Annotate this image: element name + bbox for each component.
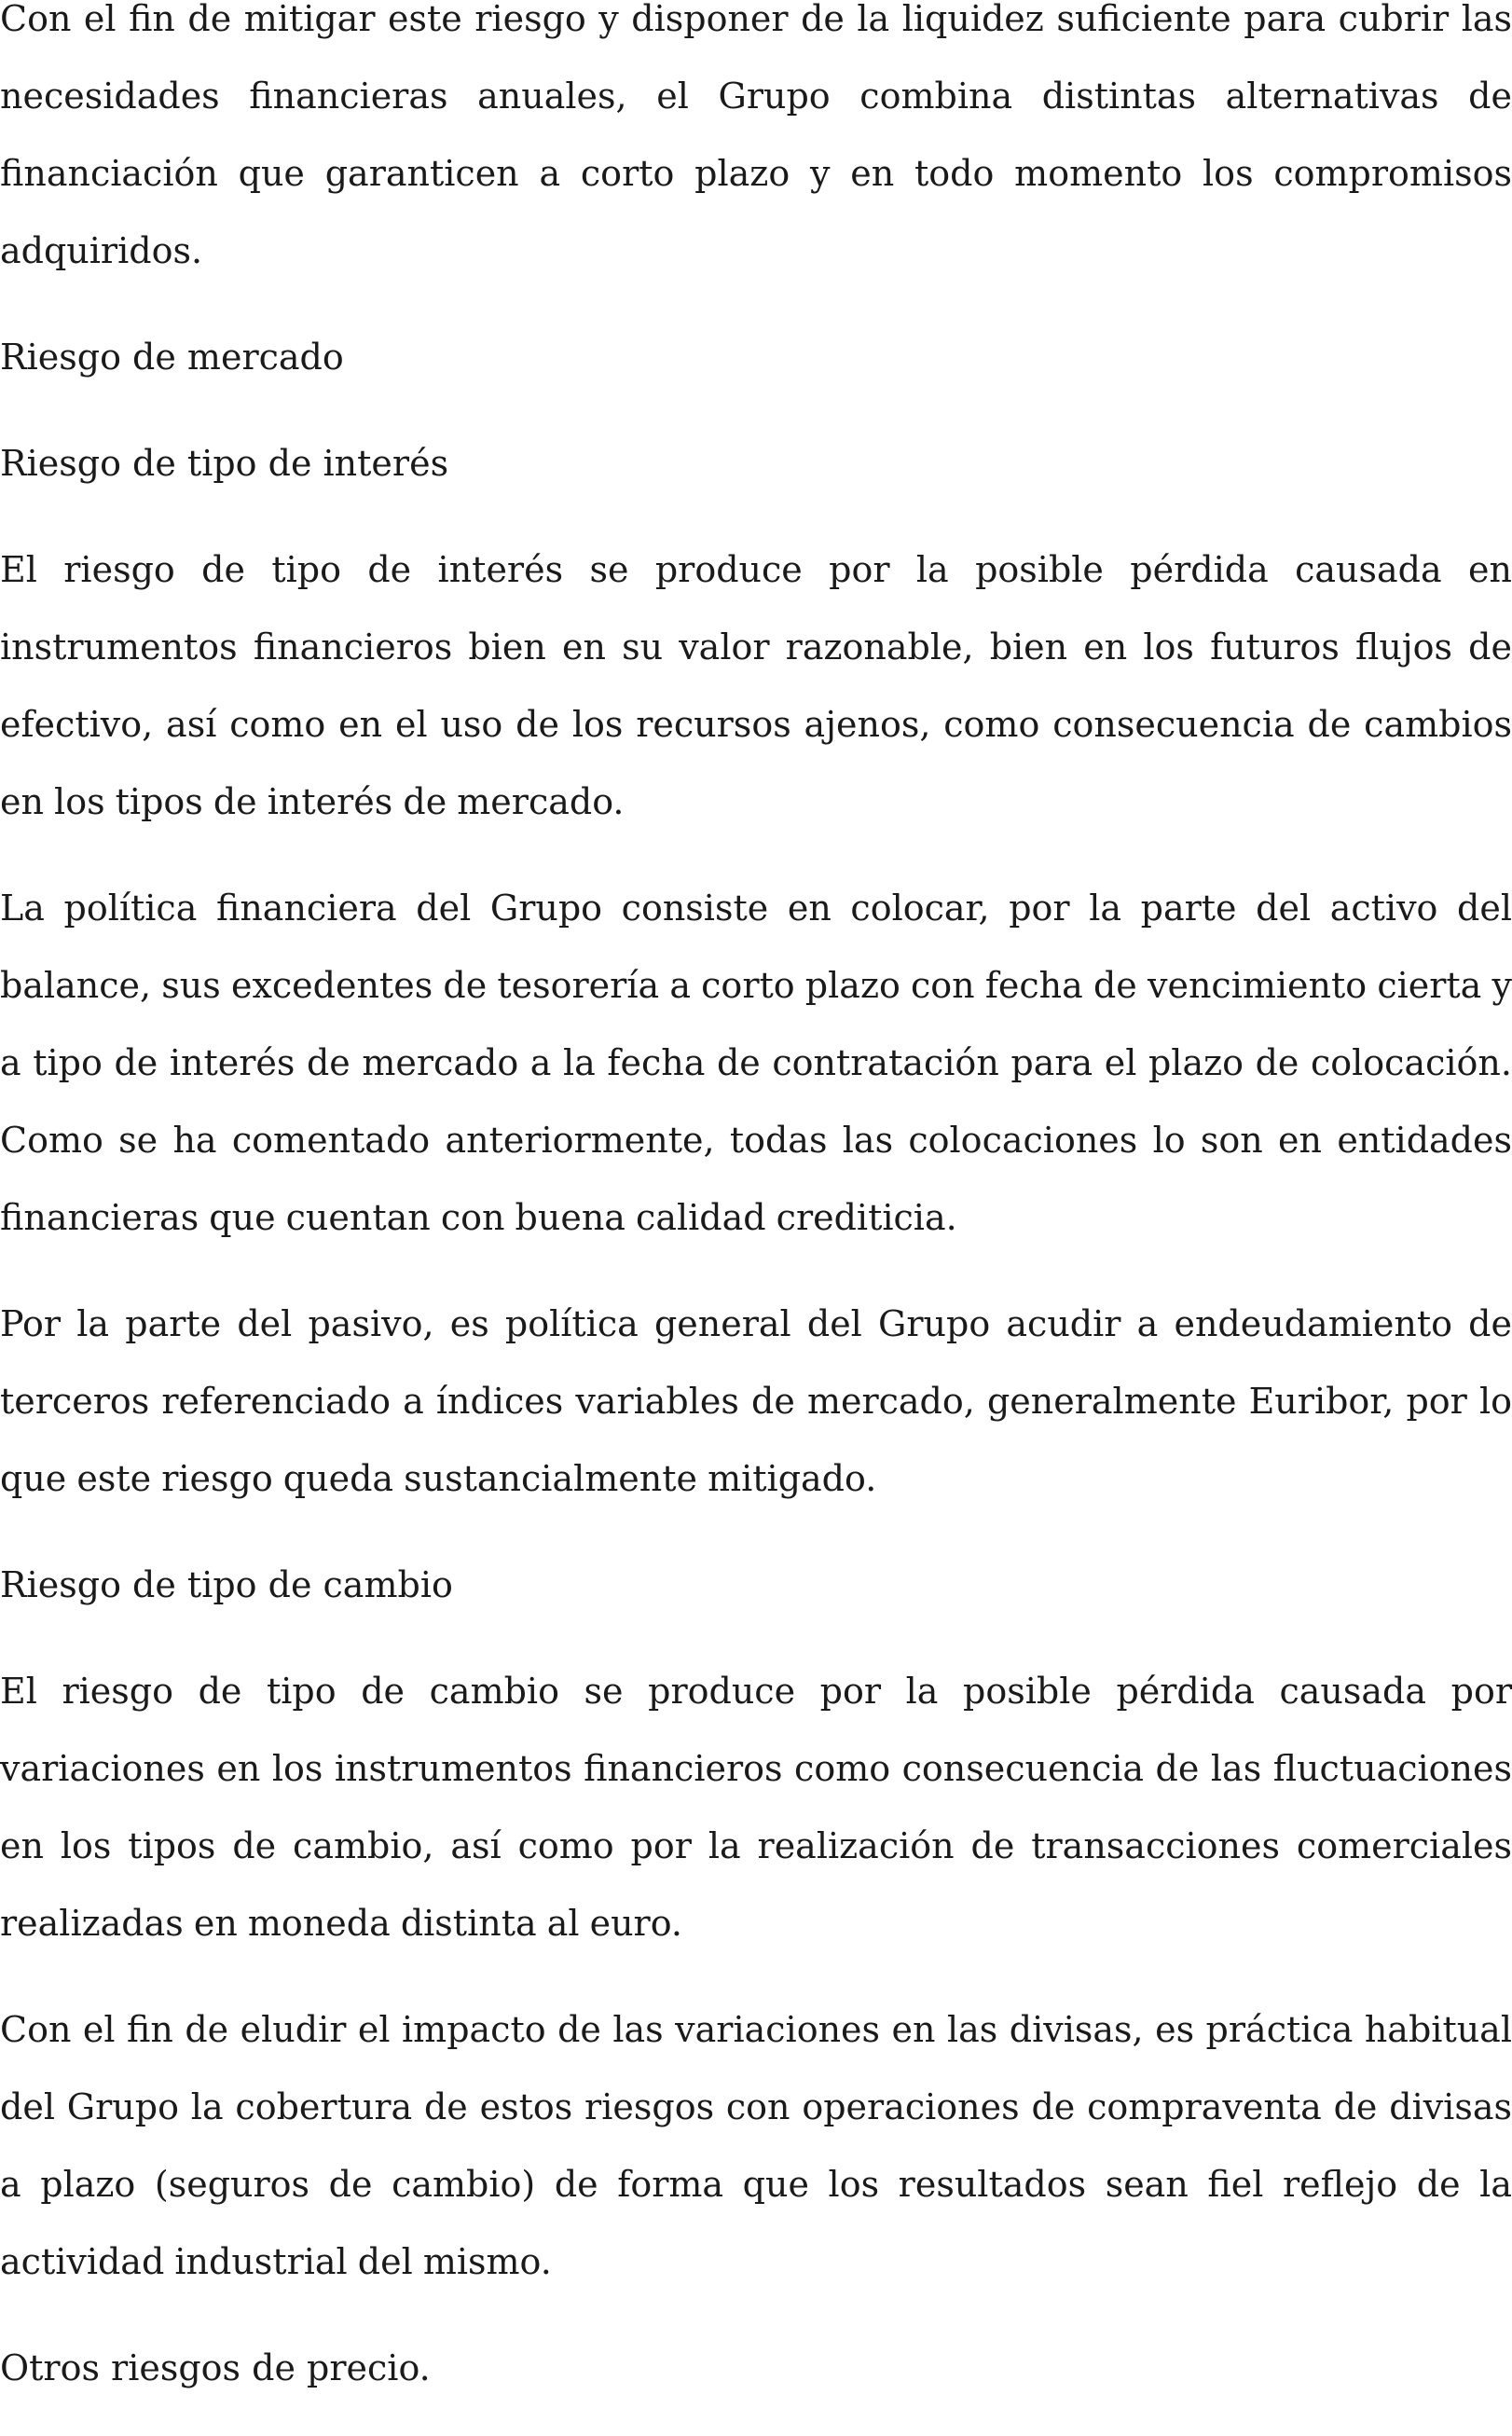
- paragraph-exchange-rate-definition: El riesgo de tipo de cambio se produce por la posible pérdida causada por variaciones en los instrumentos financieros como consecuencia de las fluctuaciones en los tipos de cambio, así como por la realización de transacciones comerciales realizadas en moneda distinta al euro.: [0, 1671, 1512, 1944]
- subheading-interest-rate-risk: Riesgo de tipo de interés: [0, 443, 449, 484]
- paragraph-liquidity-mitigation: Con el fin de mitigar este riesgo y disponer de la liquidez suficiente para cubrir las necesidades financieras anuales, el Grupo combina distintas alternativas de financiación que garanticen a corto plazo y en todo momento los compromisos adquiridos.: [0, 0, 1512, 271]
- paragraph-financial-policy-liabilities: Por la parte del pasivo, es política general del Grupo acudir a endeudamiento de terceros referenciado a índices variables de mercado, generalmente Euribor, por lo que este riesgo queda sustancialmente mitigado.: [0, 1303, 1512, 1499]
- paragraph-currency-hedging: Con el fin de eludir el impacto de las variaciones en las divisas, es práctica habitual del Grupo la cobertura de estos riesgos con operaciones de compraventa de divisas a plazo (seguros de cambio) de forma que los resultados sean fiel reflejo de la actividad industrial del mismo.: [0, 2009, 1512, 2282]
- heading-market-risk: Riesgo de mercado: [0, 337, 344, 378]
- subheading-exchange-rate-risk: Riesgo de tipo de cambio: [0, 1564, 453, 1605]
- paragraph-interest-rate-definition: El riesgo de tipo de interés se produce por la posible pérdida causada en instrumentos financieros bien en su valor razonable, bien en los futuros flujos de efectivo, así como en el uso de los recursos ajenos, como consecuencia de cambios en los tipos de interés de mercado.: [0, 549, 1512, 822]
- subheading-other-price-risks: Otros riesgos de precio.: [0, 2347, 431, 2388]
- paragraph-financial-policy-assets: La política financiera del Grupo consiste en colocar, por la parte del activo del balance, sus excedentes de tesorería a corto plazo con fecha de vencimiento cierta y a tipo de interés de mercado a la fecha de contratación para el plazo de colocación. Como se ha comentado anteriormente, todas las colocaciones lo son en entidades financieras que cuentan con buena calidad crediticia.: [0, 888, 1512, 1238]
